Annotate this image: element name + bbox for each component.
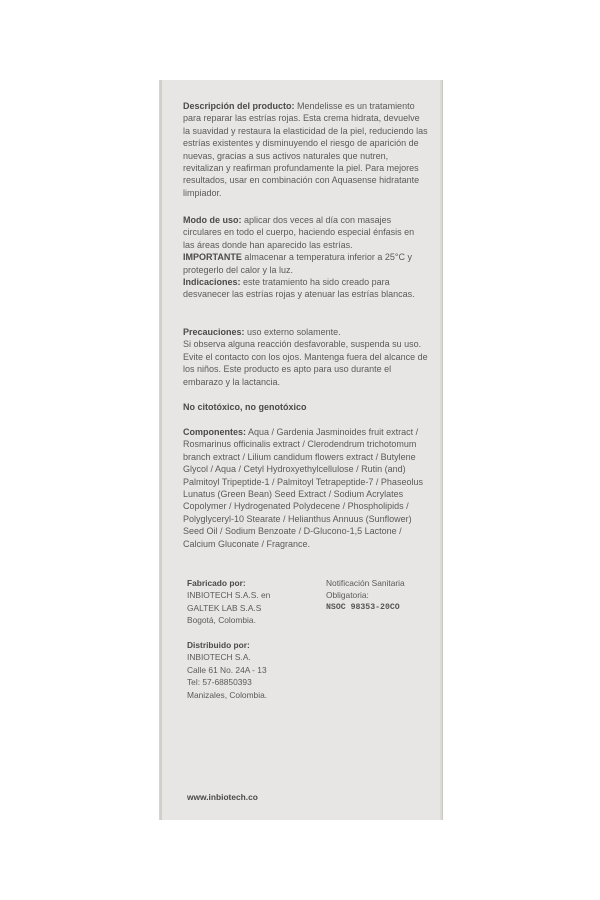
usage-label: Modo de uso:: [183, 215, 242, 225]
distributor-label: Distribuido por:: [187, 640, 250, 650]
usage-section: [183, 214, 428, 301]
non-toxic-claim: No citotóxico, no genotóxico: [183, 402, 307, 412]
components-label: Componentes:: [183, 427, 246, 437]
notification-line: Obligatoria:: [326, 590, 369, 601]
manufacturer-line: Bogotá, Colombia.: [187, 615, 256, 626]
usage-text: aplicar dos veces al día con masajes circulares en todo el cuerpo, haciendo especial énfasis en las áreas donde han aparecido las estrías.: [183, 215, 415, 250]
box-left-edge: [160, 80, 162, 820]
manufacturer-label: Fabricado por:: [187, 578, 246, 588]
precautions-section: [183, 326, 428, 388]
notification-line: Notificación Sanitaria: [326, 578, 405, 588]
distributor-block: [187, 639, 317, 701]
precautions-text: uso externo solamente.: [244, 327, 341, 337]
components-section: [183, 426, 428, 550]
indications-label: Indicaciones:: [183, 277, 241, 288]
distributor-line: Calle 61 No. 24A - 13: [187, 664, 267, 675]
website-text: www.inbiotech.co: [187, 792, 258, 802]
product-description: [183, 100, 428, 199]
manufacturer-block: [187, 577, 317, 627]
description-label: Descripción del producto:: [183, 101, 295, 111]
important-text: almacenar a temperatura inferior a 25°C y protegerlo del calor y la luz.: [183, 252, 413, 275]
distributor-line: INBIOTECH S.A.: [187, 652, 251, 663]
distributor-line: Tel: 57-68850393: [187, 677, 252, 688]
components-text: Aqua / Gardenia Jasminoides fruit extract / Rosmarinus officinalis extract / Clerodendrum trichotomum branch extract / Lilium candidum flowers extract / Butylene Glycol / Aqua / Cetyl Hydroxyethylcellulose / Rutin (and) Palmitoyl Tripeptide-1 / Palmitoyl Tetrapeptide-7 / Phaseolus Lunatus (Green Bean) Seed Extract / Sodium Acrylates Copolymer / Hydrogenated Polydecene / Phospholipids / Polyglyceryl-10 Stearate / Helianthus Annuus (Sunflower) Seed Oil / Sodium Benzoate / D-Glucono-1,5 Lactone / Calcium Gluconate / Fragrance.: [183, 427, 423, 549]
important-label: IMPORTANTE: [183, 252, 242, 263]
notification-code: NSOC 98353-20CO: [326, 602, 400, 612]
manufacturer-line: GALTEK LAB S.A.S: [187, 602, 262, 613]
description-text: Mendelisse es un tratamiento para reparar las estrías rojas. Esta crema hidrata, devuelve la suavidad y restaura la elasticidad de la piel, reduciendo las estrías existentes y disminuyendo el riesgo de aparición de nuevas, gracias a sus activos naturales que nutren, revitalizan y reafirman profundamente la piel. Para mejores resultados, usar en combinación con Aquasense hidratante limpiador.: [183, 101, 428, 198]
sanitary-notification: [326, 577, 436, 614]
box-right-edge: [440, 80, 442, 820]
manufacturer-line: INBIOTECH S.A.S. en: [187, 590, 271, 601]
precautions-detail: Si observa alguna reacción desfavorable, suspenda su uso. Evite el contacto con los ojos. Mantenga fuera del alcance de los niños. Este producto es apto para uso durante el embarazo y la lactancia.: [183, 339, 428, 387]
distributor-line: Manizales, Colombia.: [187, 689, 268, 700]
indications-text: este tratamiento ha sido creado para desvanecer las estrías rojas y atenuar las estrías blancas.: [183, 277, 415, 300]
precautions-label: Precauciones:: [183, 327, 245, 337]
